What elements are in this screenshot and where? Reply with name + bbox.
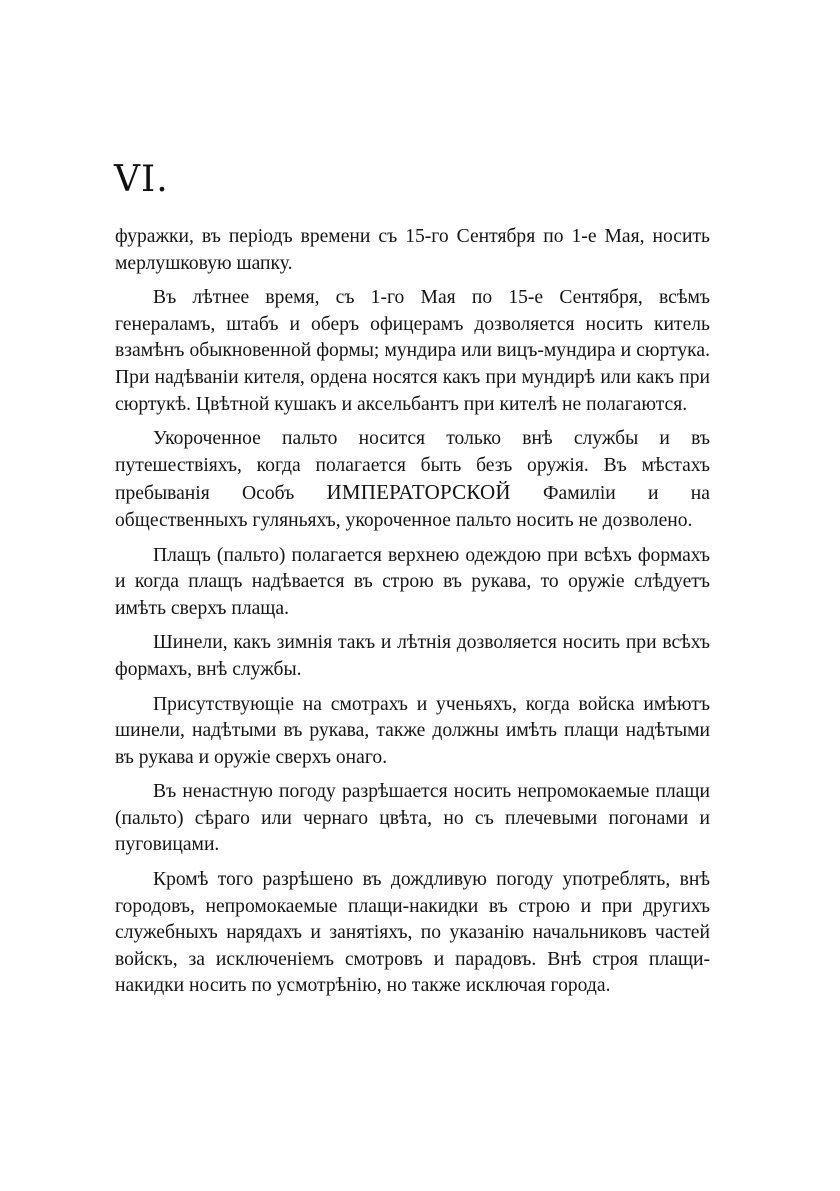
paragraph-short-coat <box>115 426 710 534</box>
paragraph-overcoats: Шинели, какъ зимнія такъ и лѣтнія дозволяется носить при всѣхъ формахъ, внѣ службы. <box>115 632 710 680</box>
paragraph-bad-weather: Въ ненастную погоду разрѣшается носить непромокаемые плащи (пальто) сѣраго или чернаго цвѣта, но съ плечевыми погонами и пуговицами. <box>115 781 710 856</box>
paragraph-cloak: Плащъ (пальто) полагается верхнею одеждою при всѣхъ формахъ и когда плащъ надѣвается въ строю въ рукава, то оружіе слѣдуетъ имѣть сверхъ плаща. <box>115 544 710 619</box>
short-coat-text-before: Укороченное пальто носится только внѣ службы и въ путешествіяхъ, когда полагается быть безъ оружія. Въ мѣстахъ пребыванія Особъ <box>115 428 710 505</box>
short-coat-text-after: Фамиліи и на общественныхъ гуляньяхъ, укороченное пальто носить не дозволено. <box>115 483 710 531</box>
body-text <box>115 224 710 1008</box>
imperial-caps-word: ИМПЕРАТОРСКОЙ <box>326 480 511 505</box>
paragraph-continuation: фуражки, въ періодъ времени съ 15-го Сентября по 1-е Мая, носить мерлушковую шапку. <box>115 226 710 274</box>
paragraph-rain-capes: Кромѣ того разрѣшено въ дождливую погоду употреблять, внѣ городовъ, непромокаемые плащи-накидки въ строю и при другихъ служебныхъ нарядахъ и занятіяхъ, по указанію начальниковъ частей войскъ, за исключеніемъ смотровъ и парадовъ. Внѣ строя плащи-накидки носить по усмотрѣнію, но также исключая города. <box>115 869 710 997</box>
section-number: VI. <box>114 159 169 200</box>
paragraph-reviews: Присутствующіе на смотрахъ и ученьяхъ, когда войска имѣютъ шинели, надѣтыми въ рукава, также должны имѣть плащи надѣтыми въ рукава и оружіе сверхъ онаго. <box>115 693 710 768</box>
paragraph-summer-uniform: Въ лѣтнее время, съ 1-го Мая по 15-е Сентября, всѣмъ генераламъ, штабъ и оберъ офицерамъ дозволяется носить китель взамѣнъ обыкновенной формы; мундира или вицъ-мундира и сюртука. При надѣваніи кителя, ордена носятся какъ при мундирѣ или какъ при сюртукѣ. Цвѣтной кушакъ и аксельбантъ при кителѣ не полагаются. <box>115 287 710 415</box>
